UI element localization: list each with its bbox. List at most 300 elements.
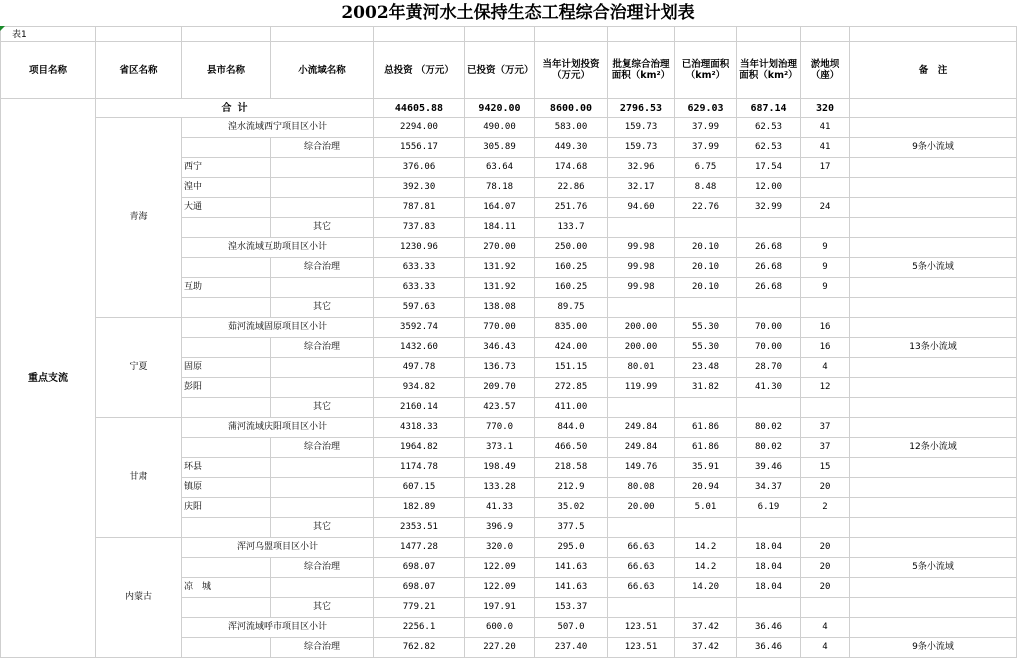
value-cell: 209.70: [465, 378, 535, 398]
value-cell: 249.84: [608, 418, 675, 438]
county-cell: [182, 218, 271, 238]
value-cell: 779.21: [374, 598, 465, 618]
sub-label: 综合治理: [271, 438, 374, 458]
value-cell: 600.0: [465, 618, 535, 638]
note-cell: 12条小流域: [850, 438, 1017, 458]
value-cell: 212.9: [535, 478, 608, 498]
county-name: 互助: [182, 278, 271, 298]
value-cell: 20.10: [675, 258, 737, 278]
note-cell: 5条小流域: [850, 558, 1017, 578]
watershed-cell: [271, 158, 374, 178]
column-header: 已治理面积（km²）: [675, 42, 737, 99]
value-cell: 6.75: [675, 158, 737, 178]
cell-corner-marker: [0, 26, 5, 31]
value-cell: 272.85: [535, 378, 608, 398]
county-name: 庆阳: [182, 498, 271, 518]
value-cell: 14.20: [675, 578, 737, 598]
value-cell: 295.0: [535, 538, 608, 558]
value-cell: 66.63: [608, 538, 675, 558]
subtotal-name: 浑河流域呼市项目区小计: [182, 618, 374, 638]
value-cell: 131.92: [465, 278, 535, 298]
province-name: 甘肃: [96, 418, 182, 538]
value-cell: 131.92: [465, 258, 535, 278]
value-cell: 12.00: [737, 178, 801, 198]
value-cell: 159.73: [608, 138, 675, 158]
county-cell: [182, 398, 271, 418]
value-cell: 35.02: [535, 498, 608, 518]
plan-table: [0, 26, 1017, 658]
value-cell: [737, 398, 801, 418]
value-cell: 160.25: [535, 258, 608, 278]
empty-cell: [608, 27, 675, 42]
value-cell: 160.25: [535, 278, 608, 298]
value-cell: 1432.60: [374, 338, 465, 358]
value-cell: 26.68: [737, 258, 801, 278]
watershed-cell: [271, 498, 374, 518]
sub-label: 综合治理: [271, 138, 374, 158]
value-cell: 20: [801, 478, 850, 498]
value-cell: 698.07: [374, 558, 465, 578]
value-cell: 39.46: [737, 458, 801, 478]
value-cell: [801, 598, 850, 618]
value-cell: 70.00: [737, 338, 801, 358]
value-cell: 376.06: [374, 158, 465, 178]
value-cell: 4: [801, 618, 850, 638]
value-cell: 507.0: [535, 618, 608, 638]
value-cell: [737, 598, 801, 618]
value-cell: 20.10: [675, 238, 737, 258]
column-header: 已投资（万元）: [465, 42, 535, 99]
subtotal-name: 茹河流域固原项目区小计: [182, 318, 374, 338]
value-cell: 423.57: [465, 398, 535, 418]
county-name: 凉 城: [182, 578, 271, 598]
sub-label: 其它: [271, 518, 374, 538]
value-cell: 41: [801, 138, 850, 158]
value-cell: 250.00: [535, 238, 608, 258]
column-header: 小流域名称: [271, 42, 374, 99]
value-cell: 200.00: [608, 338, 675, 358]
value-cell: 762.82: [374, 638, 465, 658]
value-cell: 583.00: [535, 118, 608, 138]
value-cell: 14.2: [675, 558, 737, 578]
note-cell: [850, 618, 1017, 638]
value-cell: 607.15: [374, 478, 465, 498]
value-cell: 37.99: [675, 118, 737, 138]
value-cell: 32.17: [608, 178, 675, 198]
column-header: 省区名称: [96, 42, 182, 99]
value-cell: 490.00: [465, 118, 535, 138]
value-cell: 66.63: [608, 578, 675, 598]
header-row: [1, 42, 1017, 99]
value-cell: 305.89: [465, 138, 535, 158]
value-cell: 373.1: [465, 438, 535, 458]
value-cell: 62.53: [737, 118, 801, 138]
value-cell: 218.58: [535, 458, 608, 478]
value-cell: 138.08: [465, 298, 535, 318]
value-cell: 20.00: [608, 498, 675, 518]
watershed-cell: [271, 378, 374, 398]
total-note: [850, 99, 1017, 118]
value-cell: 99.98: [608, 278, 675, 298]
value-cell: 23.48: [675, 358, 737, 378]
subtotal-name: 蒲河流域庆阳项目区小计: [182, 418, 374, 438]
value-cell: 136.73: [465, 358, 535, 378]
value-cell: 16: [801, 318, 850, 338]
value-cell: 41.30: [737, 378, 801, 398]
value-cell: 377.5: [535, 518, 608, 538]
total-value: 320: [801, 99, 850, 118]
county-name: 大通: [182, 198, 271, 218]
sub-label: 综合治理: [271, 258, 374, 278]
value-cell: 20: [801, 558, 850, 578]
value-cell: 37.42: [675, 638, 737, 658]
value-cell: 159.73: [608, 118, 675, 138]
county-cell: [182, 258, 271, 278]
note-cell: [850, 198, 1017, 218]
watershed-cell: [271, 278, 374, 298]
column-header: 批复综合治理面积（km²）: [608, 42, 675, 99]
watershed-cell: [271, 578, 374, 598]
note-cell: [850, 398, 1017, 418]
column-header: 总投资 （万元）: [374, 42, 465, 99]
value-cell: 36.46: [737, 618, 801, 638]
table-row: [1, 538, 1017, 558]
value-cell: 80.01: [608, 358, 675, 378]
value-cell: 18.04: [737, 538, 801, 558]
value-cell: 1230.96: [374, 238, 465, 258]
value-cell: 844.0: [535, 418, 608, 438]
value-cell: 123.51: [608, 618, 675, 638]
value-cell: 9: [801, 278, 850, 298]
note-cell: [850, 378, 1017, 398]
empty-cell: [182, 27, 271, 42]
value-cell: 182.89: [374, 498, 465, 518]
empty-cell: [96, 27, 182, 42]
total-value: 8600.00: [535, 99, 608, 118]
value-cell: 17.54: [737, 158, 801, 178]
value-cell: 320.0: [465, 538, 535, 558]
value-cell: 4318.33: [374, 418, 465, 438]
value-cell: 466.50: [535, 438, 608, 458]
county-cell: [182, 518, 271, 538]
empty-cell: [465, 27, 535, 42]
note-cell: [850, 598, 1017, 618]
value-cell: 737.83: [374, 218, 465, 238]
note-cell: [850, 498, 1017, 518]
value-cell: 392.30: [374, 178, 465, 198]
note-cell: [850, 358, 1017, 378]
value-cell: 237.40: [535, 638, 608, 658]
value-cell: 449.30: [535, 138, 608, 158]
value-cell: 133.7: [535, 218, 608, 238]
county-cell: [182, 438, 271, 458]
value-cell: 80.08: [608, 478, 675, 498]
value-cell: 12: [801, 378, 850, 398]
value-cell: 61.86: [675, 418, 737, 438]
value-cell: 149.76: [608, 458, 675, 478]
county-name: 湟中: [182, 178, 271, 198]
note-cell: [850, 518, 1017, 538]
value-cell: 497.78: [374, 358, 465, 378]
sub-label: 其它: [271, 398, 374, 418]
note-cell: [850, 278, 1017, 298]
province-name: 宁夏: [96, 318, 182, 418]
value-cell: 80.02: [737, 438, 801, 458]
value-cell: 424.00: [535, 338, 608, 358]
total-value: 9420.00: [465, 99, 535, 118]
table-row: [1, 418, 1017, 438]
sub-label: 其它: [271, 298, 374, 318]
value-cell: [608, 298, 675, 318]
value-cell: [608, 398, 675, 418]
value-cell: 698.07: [374, 578, 465, 598]
column-header: 淤地坝（座）: [801, 42, 850, 99]
value-cell: 184.11: [465, 218, 535, 238]
value-cell: 122.09: [465, 578, 535, 598]
value-cell: 55.30: [675, 338, 737, 358]
value-cell: 2160.14: [374, 398, 465, 418]
value-cell: 770.00: [465, 318, 535, 338]
value-cell: [608, 218, 675, 238]
value-cell: [608, 518, 675, 538]
value-cell: 15: [801, 458, 850, 478]
total-row: [1, 99, 1017, 118]
value-cell: 66.63: [608, 558, 675, 578]
value-cell: 2294.00: [374, 118, 465, 138]
value-cell: 35.91: [675, 458, 737, 478]
note-cell: [850, 238, 1017, 258]
subtotal-name: 湟水流域西宁项目区小计: [182, 118, 374, 138]
value-cell: [737, 298, 801, 318]
value-cell: [675, 298, 737, 318]
total-value: 629.03: [675, 99, 737, 118]
total-label: 合 计: [96, 99, 374, 118]
column-header: 备 注: [850, 42, 1017, 99]
value-cell: 41: [801, 118, 850, 138]
county-cell: [182, 598, 271, 618]
empty-cell: [737, 27, 801, 42]
total-value: 44605.88: [374, 99, 465, 118]
total-value: 2796.53: [608, 99, 675, 118]
note-cell: 9条小流域: [850, 138, 1017, 158]
value-cell: 24: [801, 198, 850, 218]
empty-cell: [850, 27, 1017, 42]
note-cell: [850, 458, 1017, 478]
value-cell: [675, 598, 737, 618]
value-cell: 20.94: [675, 478, 737, 498]
value-cell: 34.37: [737, 478, 801, 498]
value-cell: 37: [801, 418, 850, 438]
value-cell: 18.04: [737, 558, 801, 578]
county-cell: [182, 298, 271, 318]
value-cell: 1964.82: [374, 438, 465, 458]
sub-label: 综合治理: [271, 338, 374, 358]
value-cell: 99.98: [608, 258, 675, 278]
value-cell: 835.00: [535, 318, 608, 338]
value-cell: 22.76: [675, 198, 737, 218]
note-cell: [850, 478, 1017, 498]
watershed-cell: [271, 458, 374, 478]
value-cell: 198.49: [465, 458, 535, 478]
county-cell: [182, 138, 271, 158]
table-row: [1, 318, 1017, 338]
value-cell: 251.76: [535, 198, 608, 218]
empty-cell: [801, 27, 850, 42]
value-cell: 41.33: [465, 498, 535, 518]
value-cell: 2256.1: [374, 618, 465, 638]
value-cell: 37.42: [675, 618, 737, 638]
value-cell: 4: [801, 638, 850, 658]
value-cell: 20.10: [675, 278, 737, 298]
note-cell: [850, 158, 1017, 178]
column-header: 当年计划投资（万元）: [535, 42, 608, 99]
note-cell: [850, 578, 1017, 598]
note-cell: [850, 298, 1017, 318]
county-name: 彭阳: [182, 378, 271, 398]
value-cell: [801, 298, 850, 318]
value-cell: 411.00: [535, 398, 608, 418]
value-cell: 28.70: [737, 358, 801, 378]
value-cell: 249.84: [608, 438, 675, 458]
value-cell: [801, 178, 850, 198]
county-name: 环县: [182, 458, 271, 478]
value-cell: 94.60: [608, 198, 675, 218]
value-cell: 597.63: [374, 298, 465, 318]
value-cell: 55.30: [675, 318, 737, 338]
value-cell: 141.63: [535, 558, 608, 578]
watershed-cell: [271, 198, 374, 218]
value-cell: 89.75: [535, 298, 608, 318]
value-cell: 770.0: [465, 418, 535, 438]
value-cell: 151.15: [535, 358, 608, 378]
value-cell: 164.07: [465, 198, 535, 218]
value-cell: 37: [801, 438, 850, 458]
value-cell: 2: [801, 498, 850, 518]
value-cell: 78.18: [465, 178, 535, 198]
county-cell: [182, 638, 271, 658]
value-cell: 633.33: [374, 258, 465, 278]
value-cell: 31.82: [675, 378, 737, 398]
value-cell: 9: [801, 258, 850, 278]
county-name: 西宁: [182, 158, 271, 178]
value-cell: 9: [801, 238, 850, 258]
province-name: 内蒙古: [96, 538, 182, 658]
tag-row: [1, 27, 1017, 42]
empty-cell: [374, 27, 465, 42]
value-cell: [608, 598, 675, 618]
column-header: 项目名称: [1, 42, 96, 99]
value-cell: [801, 518, 850, 538]
note-cell: 13条小流域: [850, 338, 1017, 358]
table-tag: 表1: [12, 30, 27, 40]
value-cell: 119.99: [608, 378, 675, 398]
value-cell: 63.64: [465, 158, 535, 178]
value-cell: 123.51: [608, 638, 675, 658]
value-cell: 32.99: [737, 198, 801, 218]
total-value: 687.14: [737, 99, 801, 118]
value-cell: 2353.51: [374, 518, 465, 538]
value-cell: 396.9: [465, 518, 535, 538]
table-row: [1, 118, 1017, 138]
value-cell: [737, 518, 801, 538]
value-cell: [737, 218, 801, 238]
sub-label: 综合治理: [271, 558, 374, 578]
county-name: 固原: [182, 358, 271, 378]
project-name: 重点支流: [1, 99, 96, 658]
note-cell: [850, 538, 1017, 558]
value-cell: 32.96: [608, 158, 675, 178]
value-cell: 36.46: [737, 638, 801, 658]
note-cell: [850, 218, 1017, 238]
value-cell: 20: [801, 538, 850, 558]
watershed-cell: [271, 358, 374, 378]
value-cell: 1556.17: [374, 138, 465, 158]
county-cell: [182, 338, 271, 358]
value-cell: 200.00: [608, 318, 675, 338]
value-cell: 14.2: [675, 538, 737, 558]
value-cell: 18.04: [737, 578, 801, 598]
note-cell: [850, 318, 1017, 338]
value-cell: 141.63: [535, 578, 608, 598]
value-cell: 61.86: [675, 438, 737, 458]
value-cell: 270.00: [465, 238, 535, 258]
empty-cell: [535, 27, 608, 42]
watershed-cell: [271, 478, 374, 498]
value-cell: 174.68: [535, 158, 608, 178]
value-cell: 16: [801, 338, 850, 358]
note-cell: 9条小流域: [850, 638, 1017, 658]
value-cell: 26.68: [737, 278, 801, 298]
value-cell: 153.37: [535, 598, 608, 618]
note-cell: [850, 178, 1017, 198]
value-cell: 934.82: [374, 378, 465, 398]
watershed-cell: [271, 178, 374, 198]
value-cell: 62.53: [737, 138, 801, 158]
value-cell: [675, 398, 737, 418]
value-cell: 227.20: [465, 638, 535, 658]
sub-label: 其它: [271, 218, 374, 238]
note-cell: [850, 418, 1017, 438]
value-cell: [675, 518, 737, 538]
sub-label: 综合治理: [271, 638, 374, 658]
value-cell: 17: [801, 158, 850, 178]
value-cell: 633.33: [374, 278, 465, 298]
value-cell: 787.81: [374, 198, 465, 218]
value-cell: 133.28: [465, 478, 535, 498]
value-cell: 6.19: [737, 498, 801, 518]
empty-cell: [271, 27, 374, 42]
value-cell: 26.68: [737, 238, 801, 258]
value-cell: 4: [801, 358, 850, 378]
value-cell: 8.48: [675, 178, 737, 198]
subtotal-name: 湟水流域互助项目区小计: [182, 238, 374, 258]
subtotal-name: 浑河乌盟项目区小计: [182, 538, 374, 558]
province-name: 青海: [96, 118, 182, 318]
column-header: 当年计划治理面积（km²）: [737, 42, 801, 99]
sub-label: 其它: [271, 598, 374, 618]
value-cell: 20: [801, 578, 850, 598]
county-name: 镇原: [182, 478, 271, 498]
note-cell: [850, 118, 1017, 138]
county-cell: [182, 558, 271, 578]
value-cell: [801, 398, 850, 418]
value-cell: 99.98: [608, 238, 675, 258]
value-cell: 3592.74: [374, 318, 465, 338]
value-cell: 346.43: [465, 338, 535, 358]
value-cell: 80.02: [737, 418, 801, 438]
column-header: 县市名称: [182, 42, 271, 99]
value-cell: 22.86: [535, 178, 608, 198]
